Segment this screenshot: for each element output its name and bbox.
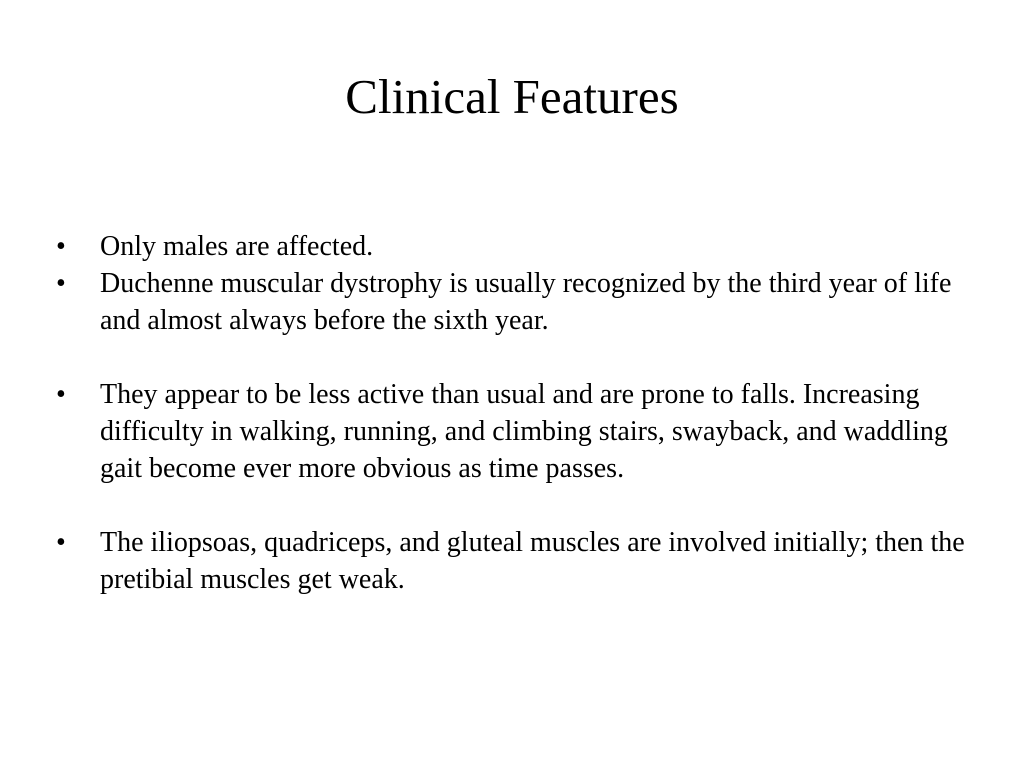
bullet-icon: • xyxy=(56,527,66,558)
bullet-text: Duchenne muscular dystrophy is usually recognized by the third year of life and almost always before the sixth year. xyxy=(100,268,952,336)
slide-title: Clinical Features xyxy=(345,69,679,124)
bullet-item xyxy=(56,265,976,339)
bullet-icon: • xyxy=(56,268,66,299)
bullet-item xyxy=(56,228,976,265)
bullet-text: They appear to be less active than usual and are prone to falls. Increasing difficulty in walking, running, and climbing stairs, swayback, and waddling gait become ever more obvious as time passes. xyxy=(100,379,948,484)
bullet-text: The iliopsoas, quadriceps, and gluteal muscles are involved initially; then the pretibial muscles get weak. xyxy=(100,527,965,595)
bullet-icon: • xyxy=(56,379,66,410)
bullet-list xyxy=(56,228,976,598)
bullet-item xyxy=(56,524,976,598)
bullet-icon: • xyxy=(56,231,66,262)
bullet-item xyxy=(56,376,976,487)
bullet-text: Only males are affected. xyxy=(100,231,374,262)
